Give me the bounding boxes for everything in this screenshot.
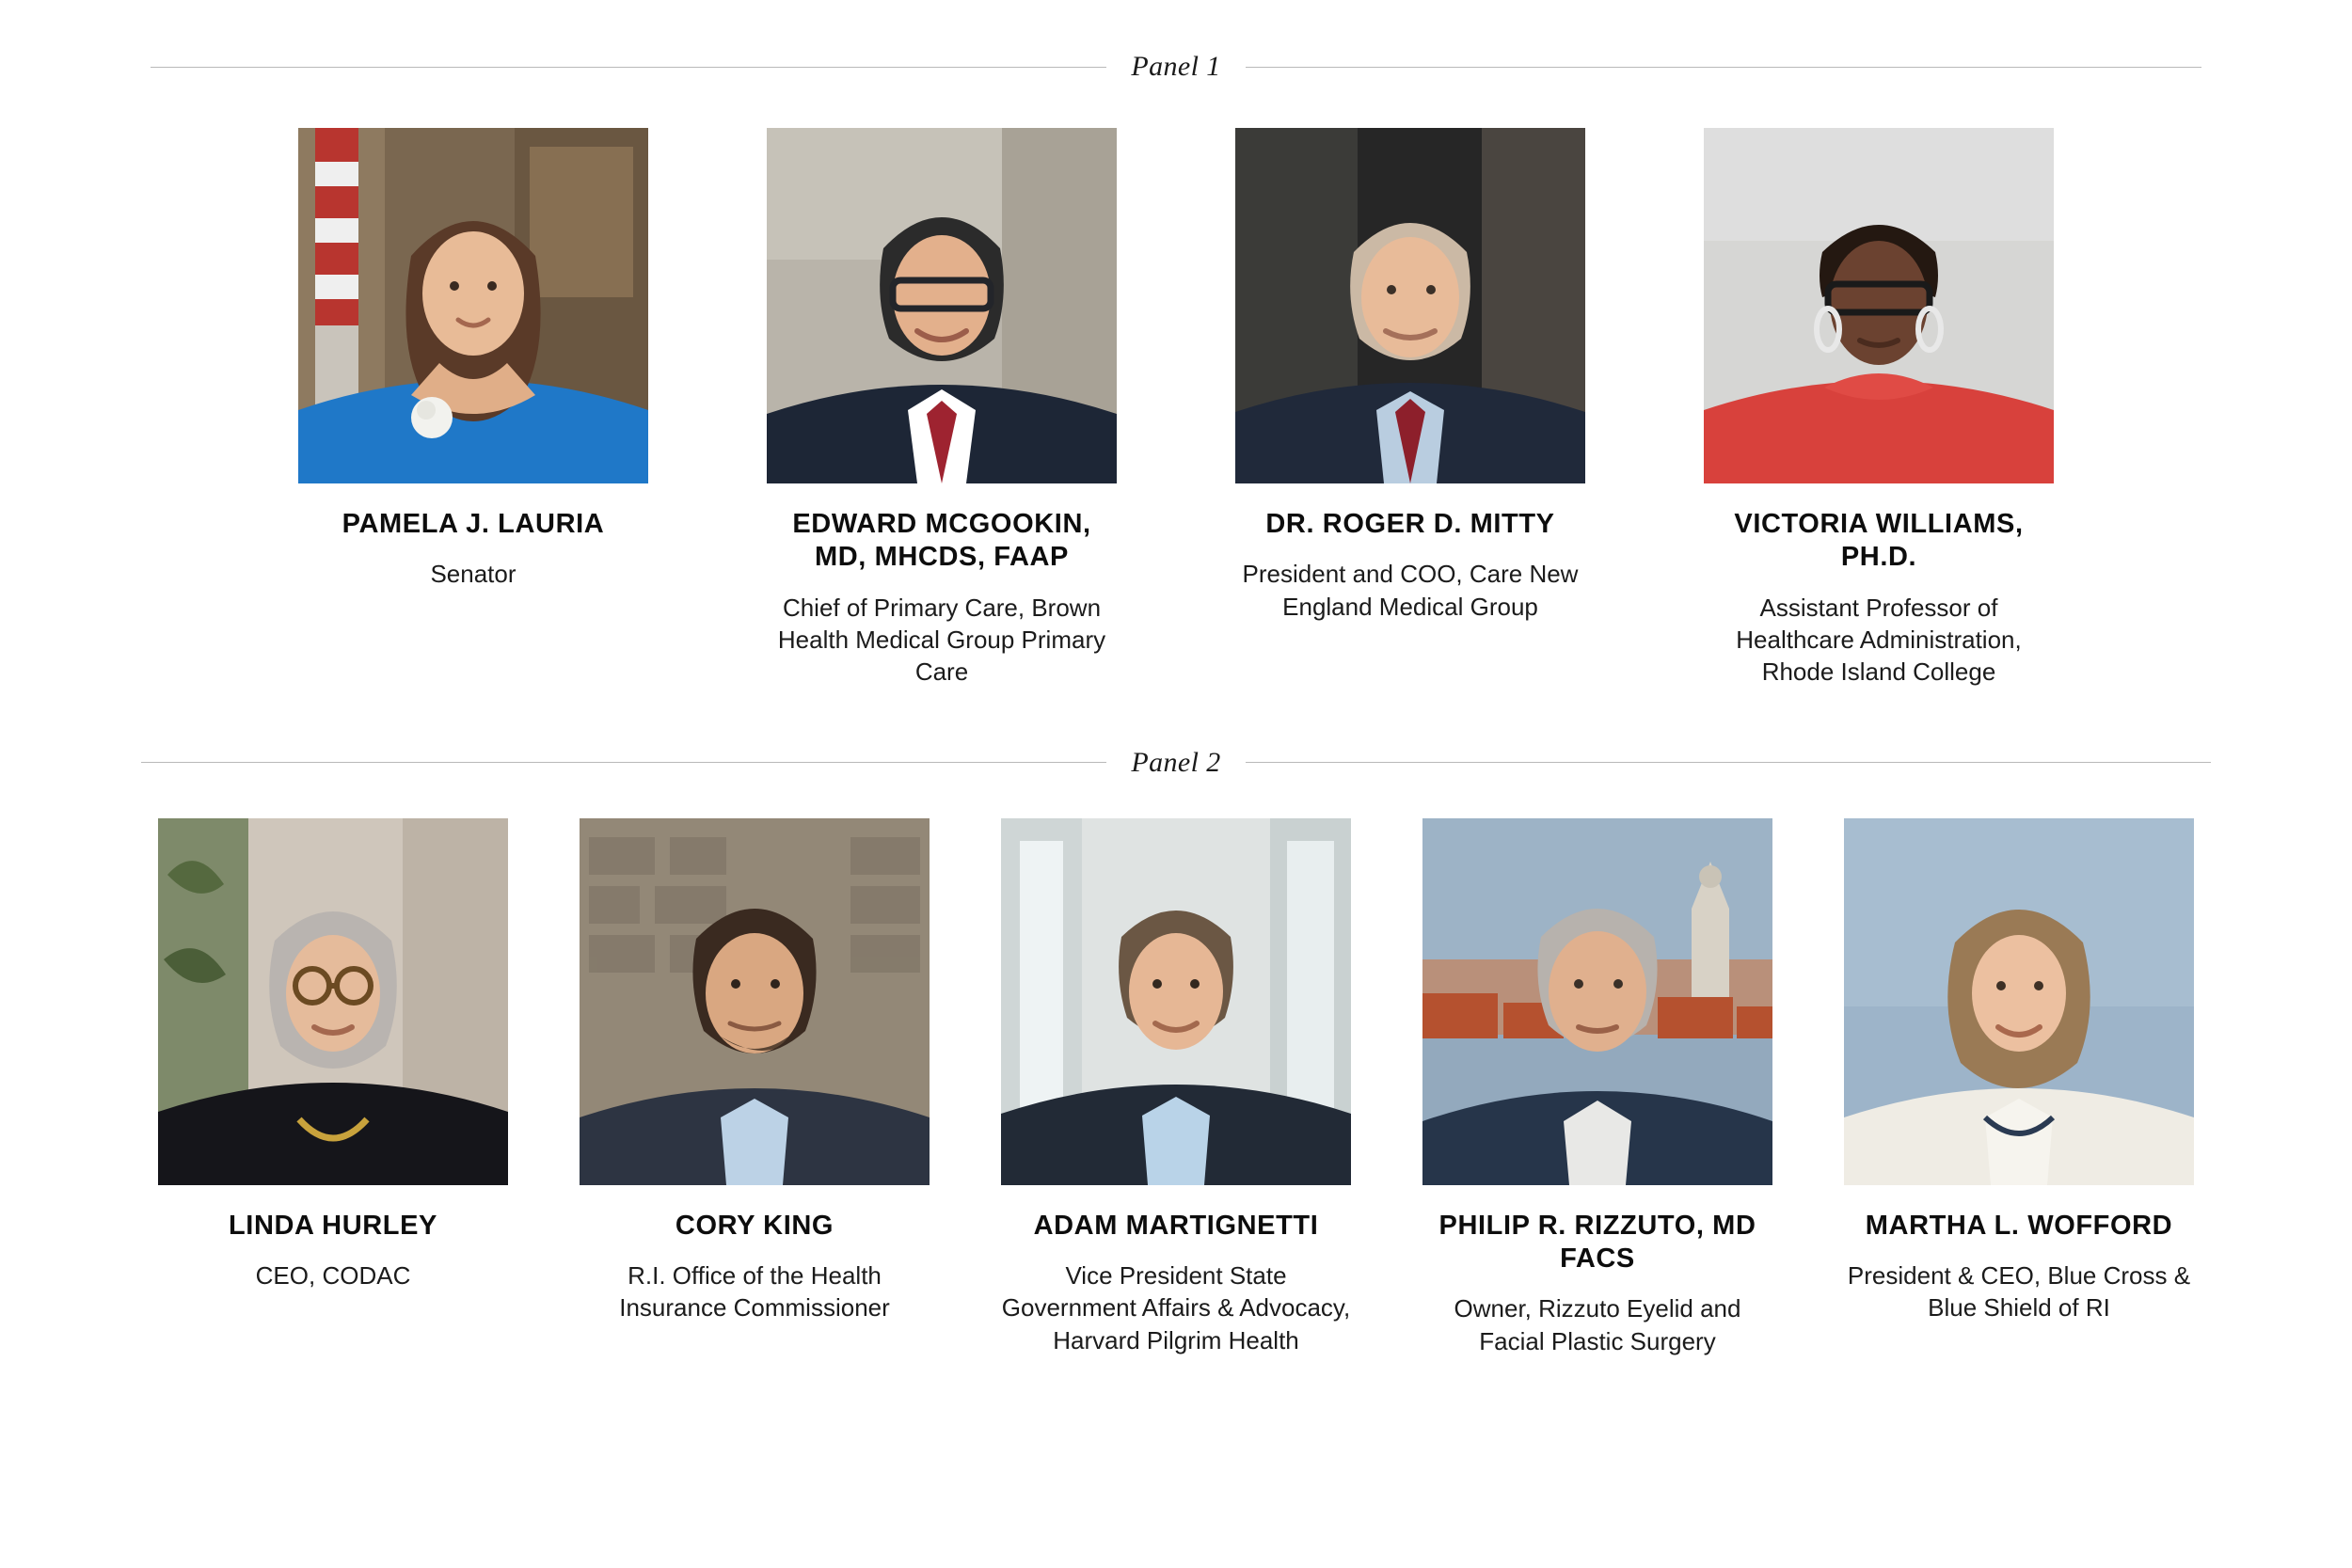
portrait-photo: [158, 818, 508, 1185]
portrait-photo: [767, 128, 1117, 483]
person-card[interactable]: [1704, 128, 2054, 689]
person-title: R.I. Office of the Health Insurance Commissioner: [619, 1261, 890, 1323]
portrait-image: [298, 128, 648, 483]
divider-rule-left: [141, 762, 1106, 763]
person-name: ADAM MARTIGNETTI: [1033, 1210, 1319, 1241]
portrait-photo: [298, 128, 648, 483]
portrait-image: [1001, 818, 1351, 1185]
person-name: PAMELA J. LAURIA: [342, 509, 605, 539]
panel-1-people: [0, 83, 2352, 689]
section-label: Panel 2: [1131, 746, 1221, 778]
section-label: Panel 1: [1131, 51, 1221, 82]
divider-rule-right: [1246, 762, 2211, 763]
person-name: LINDA HURLEY: [228, 1210, 437, 1241]
portrait-photo: [1704, 128, 2054, 483]
portrait-image: [767, 128, 1117, 483]
person-card[interactable]: [158, 818, 508, 1292]
person-card[interactable]: [298, 128, 648, 591]
person-title: President & CEO, Blue Cross & Blue Shield of RI: [1847, 1261, 2191, 1323]
portrait-photo: [580, 818, 930, 1185]
person-name: CORY KING: [675, 1210, 834, 1241]
person-title: Owner, Rizzuto Eyelid and Facial Plastic Surgery: [1454, 1294, 1741, 1355]
person-title: CEO, CODAC: [255, 1261, 411, 1291]
person-title: Senator: [430, 560, 516, 589]
portrait-image: [1844, 818, 2194, 1185]
section-header-panel-2: [0, 747, 2352, 779]
person-title: President and COO, Care New England Medical Group: [1242, 560, 1579, 621]
person-card[interactable]: [1001, 818, 1351, 1356]
person-name: PHILIP R. RIZZUTO, MD FACS: [1438, 1210, 1756, 1275]
person-card[interactable]: [1844, 818, 2194, 1324]
person-name: DR. ROGER D. MITTY: [1265, 509, 1555, 539]
person-card[interactable]: [580, 818, 930, 1324]
portrait-photo: [1844, 818, 2194, 1185]
person-title: Vice President State Government Affairs & Advocacy, Harvard Pilgrim Health: [1001, 1261, 1351, 1354]
portrait-image: [1422, 818, 1772, 1185]
person-title: Chief of Primary Care, Brown Health Medical Group Primary Care: [777, 593, 1106, 687]
portrait-photo: [1001, 818, 1351, 1185]
person-name: MARTHA L. WOFFORD: [1865, 1210, 2173, 1241]
person-name: EDWARD MCGOOKIN, MD, MHCDS, FAAP: [792, 509, 1091, 573]
portrait-photo: [1422, 818, 1772, 1185]
divider-rule-left: [151, 67, 1106, 68]
person-card[interactable]: [1422, 818, 1772, 1357]
panel-2-people: [0, 779, 2352, 1357]
portrait-photo: [1235, 128, 1585, 483]
person-card[interactable]: [767, 128, 1117, 689]
divider-rule-right: [1246, 67, 2201, 68]
person-card[interactable]: [1235, 128, 1585, 623]
portrait-image: [158, 818, 508, 1185]
section-header-panel-1: [0, 0, 2352, 83]
portrait-image: [1235, 128, 1585, 483]
person-title: Assistant Professor of Healthcare Administration, Rhode Island College: [1736, 593, 2022, 687]
person-name: VICTORIA WILLIAMS, PH.D.: [1734, 509, 2024, 573]
portrait-image: [580, 818, 930, 1185]
portrait-image: [1704, 128, 2054, 483]
